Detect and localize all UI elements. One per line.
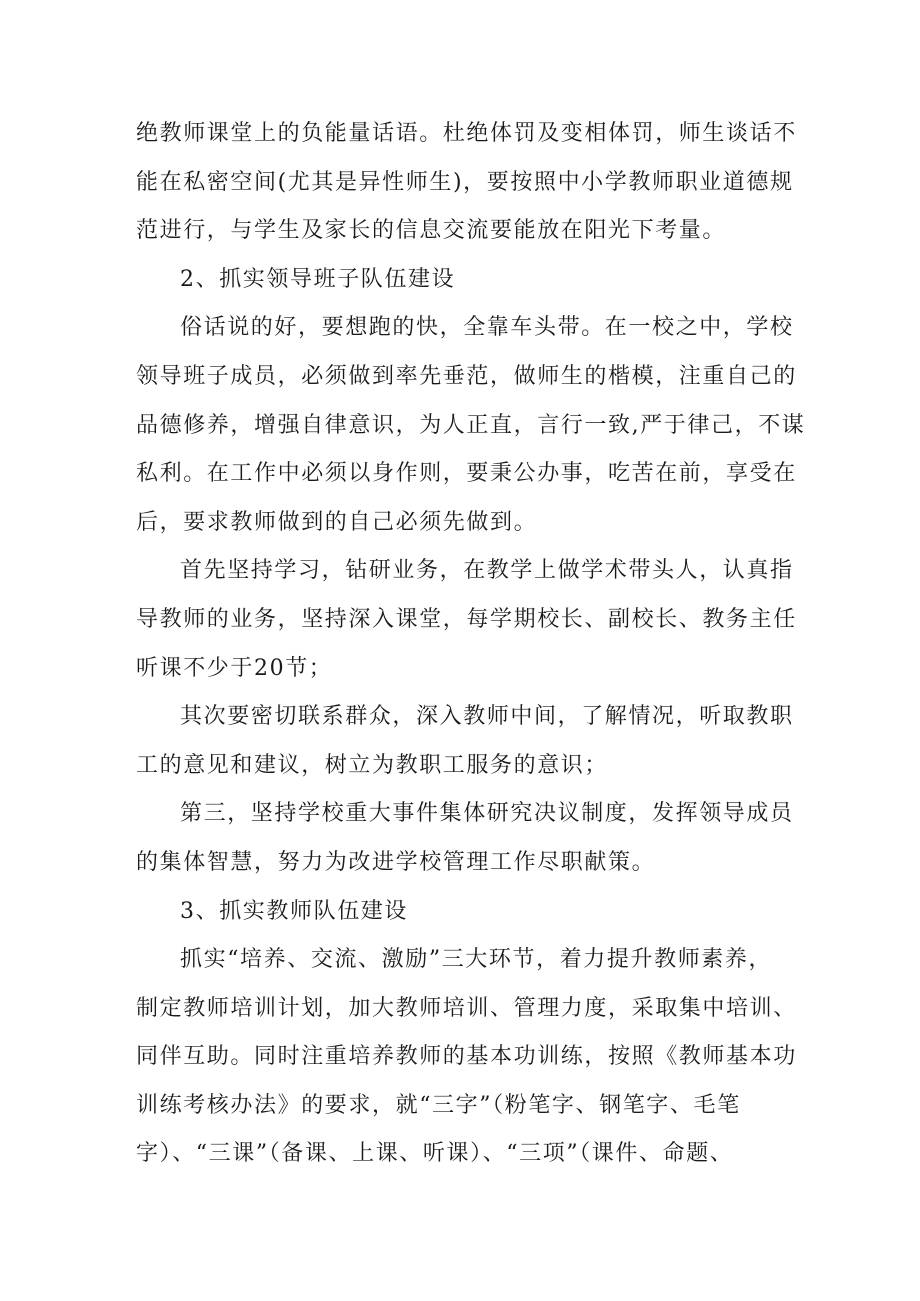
text-line: 工的意见和建议，树立为教职工服务的意识； xyxy=(136,752,609,778)
text-line: 领导班子成员，必须做到率先垂范，做师生的楷模，注重自己的 xyxy=(136,363,797,389)
text-line: 第三，坚持学校重大事件集体研究决议制度，发挥领导成员 xyxy=(180,801,794,827)
text-line: 俗话说的好，要想跑的快，全靠车头带。在一校之中，学校 xyxy=(180,315,794,341)
text-line: 其次要密切联系群众，深入教师中间，了解情况，听取教职 xyxy=(180,704,794,730)
text-line: 范进行，与学生及家长的信息交流要能放在阳光下考量。 xyxy=(136,218,727,244)
text-line: 同伴互助。同时注重培养教师的基本功训练，按照《教师基本功 xyxy=(136,1044,797,1070)
text-line: 能在私密空间(尤其是异性师生)，要按照中小学教师职业道德规 xyxy=(136,169,794,195)
text-line: 首先坚持学习，钻研业务，在教学上做学术带头人，认真指 xyxy=(180,558,794,584)
text-line: 绝教师课堂上的负能量话语。杜绝体罚及变相体罚，师生谈话不 xyxy=(136,121,797,146)
text-line: 后，要求教师做到的自己必须先做到。 xyxy=(136,509,538,535)
text-line: 的集体智慧，努力为改进学校管理工作尽职献策。 xyxy=(136,849,656,875)
text-line: 听课不少于20节； xyxy=(136,655,333,681)
text-line: 训练考核办法》的要求，就“三字”（粉笔字、钢笔字、毛笔 xyxy=(136,1092,741,1118)
text-line: 私利。在工作中必须以身作则，要秉公办事，吃苦在前，享受在 xyxy=(136,461,797,487)
section-heading: 2、抓实领导班子队伍建设 xyxy=(180,266,456,292)
section-heading: 3、抓实教师队伍建设 xyxy=(180,898,408,924)
document-body xyxy=(136,110,806,1179)
text-line: 抓实“培养、交流、激励”三大环节，着力提升教师素养， xyxy=(180,947,773,973)
text-line: 字）、“三课”（备课、上课、听课）、“三项”（课件、命题、 xyxy=(136,1141,734,1167)
text-line: 制定教师培训计划，加大教师培训、管理力度，采取集中培训、 xyxy=(136,995,797,1021)
text-line: 导教师的业务，坚持深入课堂，每学期校长、副校长、教务主任 xyxy=(136,606,797,632)
text-line: 品德修养，增强自律意识，为人正直，言行一致,严于律己，不谋 xyxy=(136,412,806,438)
